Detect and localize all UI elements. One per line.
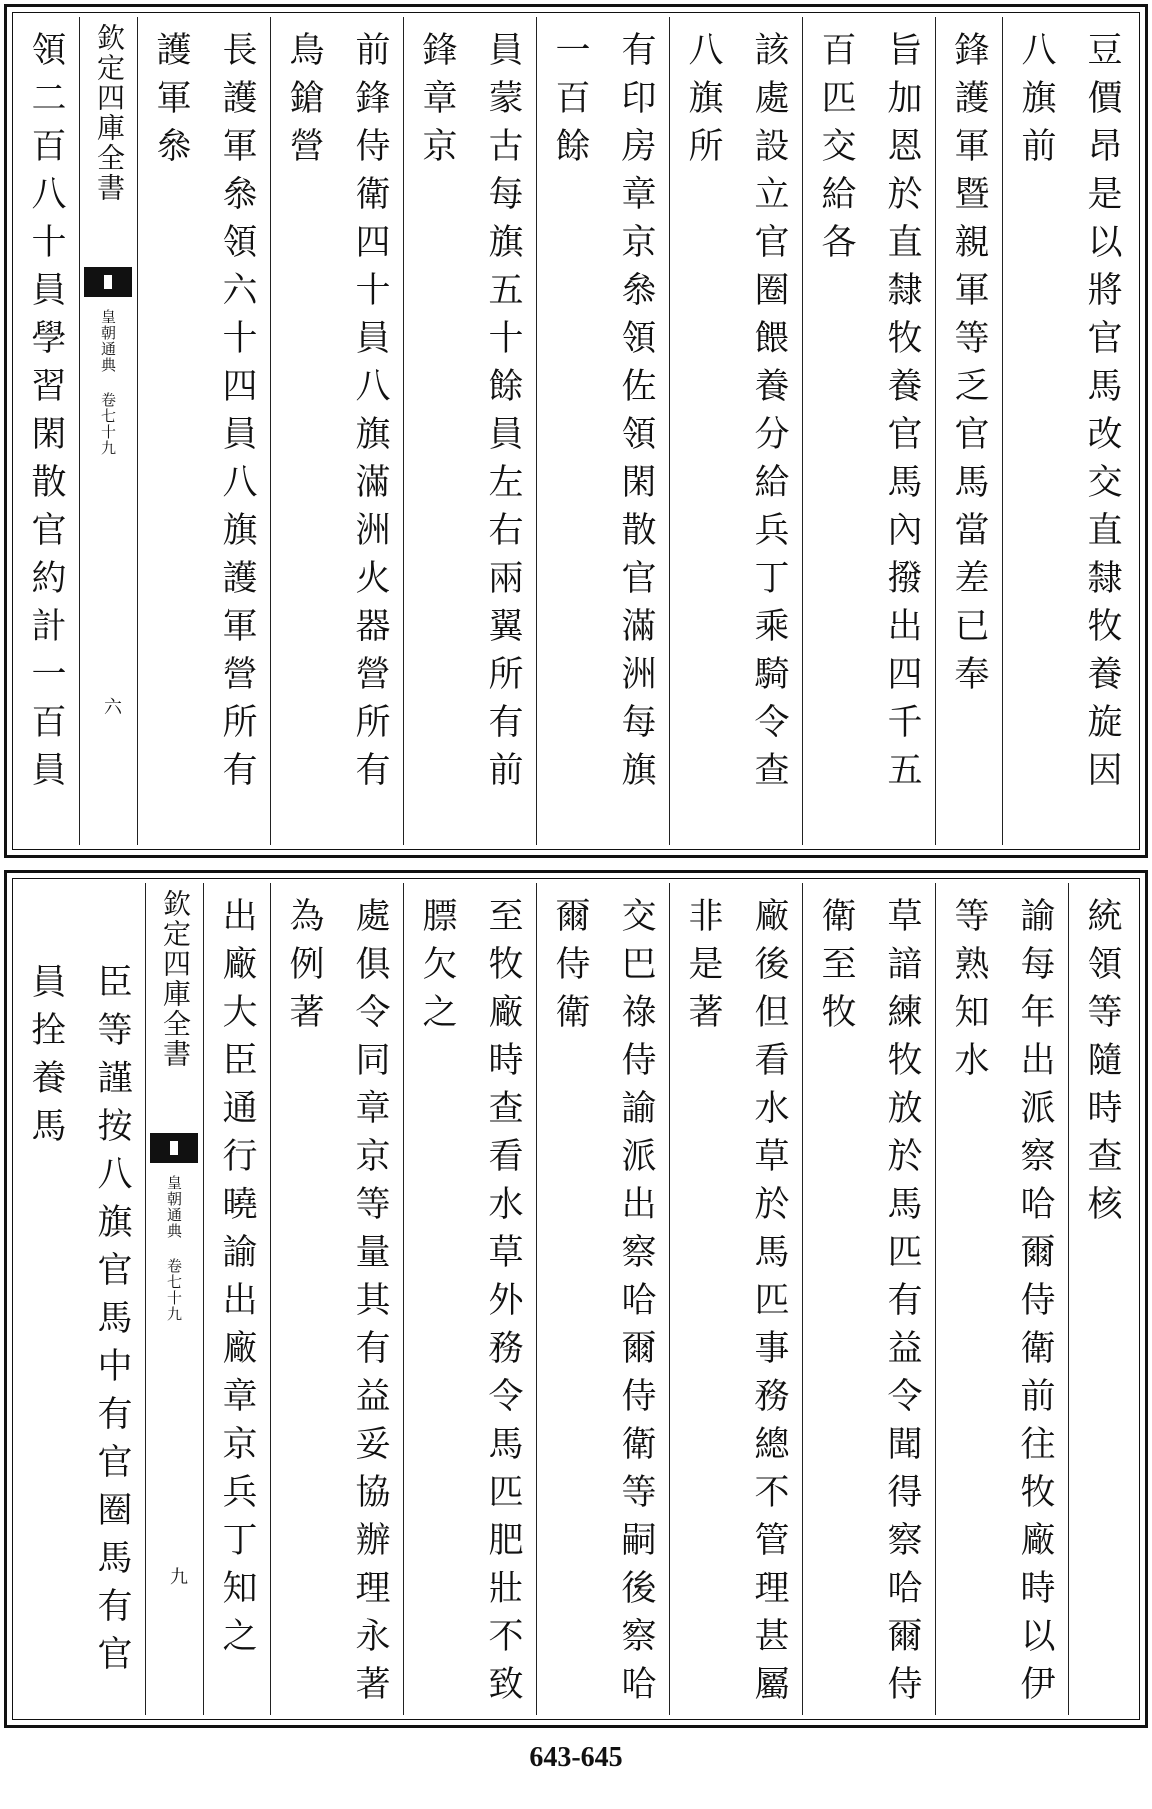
- lower-page: [4, 870, 1148, 1728]
- text-column: 旨加恩於直隸牧養官馬內撥出四千五百匹交給各: [802, 17, 935, 845]
- text-column: 豆價昂是以將官馬改交直隸牧養旋因八旗前: [1002, 17, 1135, 845]
- folio-number: 九: [167, 1567, 188, 1585]
- upper-page: [4, 4, 1148, 858]
- text-column: 交巴祿侍諭派出察哈爾侍衛等嗣後察哈爾侍衛: [536, 883, 669, 1715]
- fish-tail-mark-icon: [150, 1133, 198, 1163]
- text-column: 處俱令同章京等量其有益妥協辦理永著為例著: [270, 883, 403, 1715]
- margin-book-title: 皇朝通典 卷七十九: [165, 1175, 183, 1322]
- text-column: 有印房章京叅領佐領閑散官滿洲每旗一百餘: [536, 17, 669, 845]
- page-number: 643-645: [529, 1742, 623, 1773]
- text-column: 臣等謹按八旗官馬中有官圈馬有官員拴養馬: [12, 883, 145, 1715]
- text-column: 廠後但看水草於馬匹事務總不管理甚屬非是著: [669, 883, 802, 1715]
- text-column: 該處設立官圈餵養分給兵丁乘騎令查八旗所: [669, 17, 802, 845]
- text-column: 出廠大臣通行曉諭出廠章京兵丁知之: [203, 883, 270, 1715]
- text-column: 草諳練牧放於馬匹有益令聞得察哈爾侍衛至牧: [802, 883, 935, 1715]
- margin-title: 欽定四庫全書: [93, 23, 126, 203]
- center-margin: [79, 17, 137, 845]
- text-column: 前鋒侍衛四十員八旗滿洲火器營所有鳥鎗營: [270, 17, 403, 845]
- text-column: [0, 883, 12, 1715]
- text-column: 統領等隨時查核: [1068, 883, 1135, 1715]
- text-column: 鋒護軍暨親軍等乏官馬當差已奉: [935, 17, 1002, 845]
- text-column: 長護軍叅領六十四員八旗護軍營所有護軍叅: [137, 17, 270, 845]
- folio-number: 六: [101, 697, 122, 715]
- margin-book-title: 皇朝通典 卷七十九: [99, 309, 117, 456]
- text-column: 諭每年出派察哈爾侍衛前往牧廠時以伊等熟知水: [935, 883, 1068, 1715]
- text-column: 員蒙古每旗五十餘員左右兩翼所有前鋒章京: [403, 17, 536, 845]
- text-column: 領二百八十員學習閑散官約計一百員: [0, 17, 79, 845]
- fish-tail-mark-icon: [84, 267, 132, 297]
- margin-title: 欽定四庫全書: [159, 889, 192, 1069]
- text-column: 至牧廠時查看水草外務令馬匹肥壯不致膘欠之: [403, 883, 536, 1715]
- center-margin: [145, 883, 203, 1715]
